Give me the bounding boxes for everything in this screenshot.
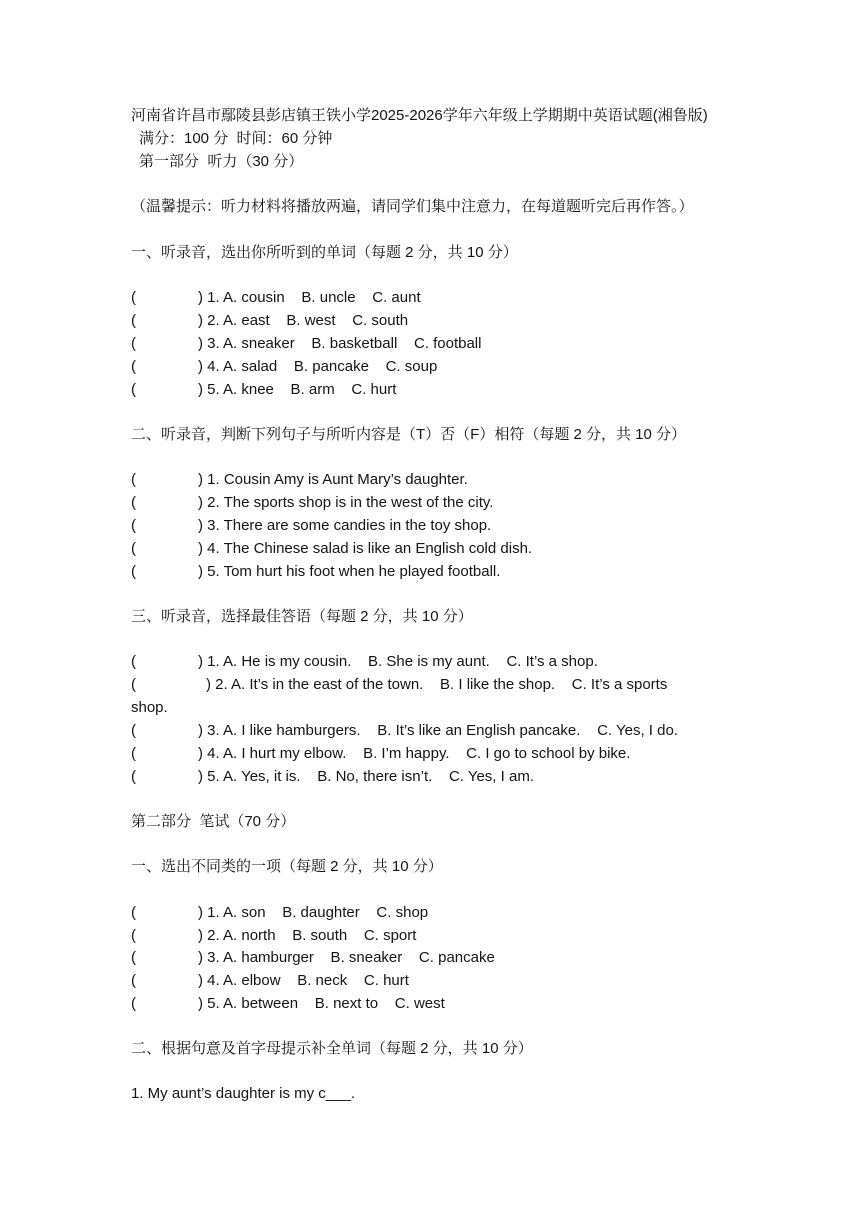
answer-blank: ( (131, 722, 136, 739)
answer-blank: ( (131, 745, 136, 762)
question-item: ) 4. A. salad B. pancake C. soup (198, 358, 438, 375)
listening-tip: （温馨提示：听力材料将播放两遍，请同学们集中注意力，在每道题听完后再作答。） (131, 198, 694, 215)
score-time: 满分：100 分 时间：60 分钟 (139, 130, 333, 147)
question-item: ) 5. A. knee B. arm C. hurt (198, 381, 397, 398)
question-item: ) 3. A. I like hamburgers. B. It’s like an English pancake. C. Yes, I do. (198, 722, 678, 739)
part1-title: 第一部分 听力（30 分） (139, 153, 304, 170)
question-item: ) 5. A. between B. next to C. west (198, 995, 445, 1012)
answer-blank: ( (131, 358, 136, 375)
question-item: ) 3. A. sneaker B. basketball C. football (198, 335, 482, 352)
section-heading-fill-word: 二、根据句意及首字母提示补全单词（每题 2 分，共 10 分） (131, 1040, 533, 1057)
question-item: ) 5. A. Yes, it is. B. No, there isn’t. C. Yes, I am. (198, 768, 534, 785)
answer-blank: ( (131, 471, 136, 488)
section-heading-listen-words: 一、听录音，选出你所听到的单词（每题 2 分，共 10 分） (131, 244, 518, 261)
section-heading-true-false: 二、听录音，判断下列句子与所听内容是（T）否（F）相符（每题 2 分，共 10 分） (131, 426, 687, 443)
question-item: ) 4. A. I hurt my elbow. B. I’m happy. C. I go to school by bike. (198, 745, 631, 762)
answer-blank: ( (131, 972, 136, 989)
answer-blank: ( (131, 768, 136, 785)
question-item: ) 2. A. It’s in the east of the town. B. I like the shop. C. It’s a sports (206, 676, 668, 693)
answer-blank: ( (131, 381, 136, 398)
question-item: ) 1. A. He is my cousin. B. She is my aunt. C. It’s a shop. (198, 653, 598, 670)
answer-blank: ( (131, 676, 136, 693)
question-item: ) 1. Cousin Amy is Aunt Mary’s daughter. (198, 471, 468, 488)
answer-blank: ( (131, 563, 136, 580)
question-item: ) 2. A. north B. south C. sport (198, 927, 417, 944)
answer-blank: ( (131, 949, 136, 966)
answer-blank: ( (131, 517, 136, 534)
answer-blank: ( (131, 995, 136, 1012)
answer-blank: ( (131, 312, 136, 329)
question-item: ) 1. A. cousin B. uncle C. aunt (198, 289, 421, 306)
question-item: ) 2. A. east B. west C. south (198, 312, 409, 329)
part2-title: 第二部分 笔试（70 分） (131, 813, 296, 830)
answer-blank: ( (131, 904, 136, 921)
question-item: ) 2. The sports shop is in the west of the city. (198, 494, 494, 511)
answer-blank: ( (131, 335, 136, 352)
exam-title: 河南省许昌市鄢陵县彭店镇王铁小学2025-2026学年六年级上学期期中英语试题(湘鲁版) (131, 107, 708, 124)
section-heading-best-answer: 三、听录音，选择最佳答语（每题 2 分，共 10 分） (131, 608, 473, 625)
answer-blank: ( (131, 494, 136, 511)
question-item: ) 5. Tom hurt his foot when he played football. (198, 563, 501, 580)
question-item: ) 4. The Chinese salad is like an English cold dish. (198, 540, 533, 557)
section-heading-odd-one-out: 一、选出不同类的一项（每题 2 分，共 10 分） (131, 858, 443, 875)
answer-blank: ( (131, 927, 136, 944)
fill-question-1: 1. My aunt’s daughter is my c___. (131, 1085, 356, 1102)
answer-blank: ( (131, 653, 136, 670)
question-item: ) 3. There are some candies in the toy shop. (198, 517, 492, 534)
answer-blank: ( (131, 289, 136, 306)
question-item: ) 4. A. elbow B. neck C. hurt (198, 972, 409, 989)
question-item: ) 1. A. son B. daughter C. shop (198, 904, 429, 921)
question-item: ) 3. A. hamburger B. sneaker C. pancake (198, 949, 495, 966)
answer-blank: ( (131, 540, 136, 557)
question-item-continued: shop. (131, 699, 168, 716)
